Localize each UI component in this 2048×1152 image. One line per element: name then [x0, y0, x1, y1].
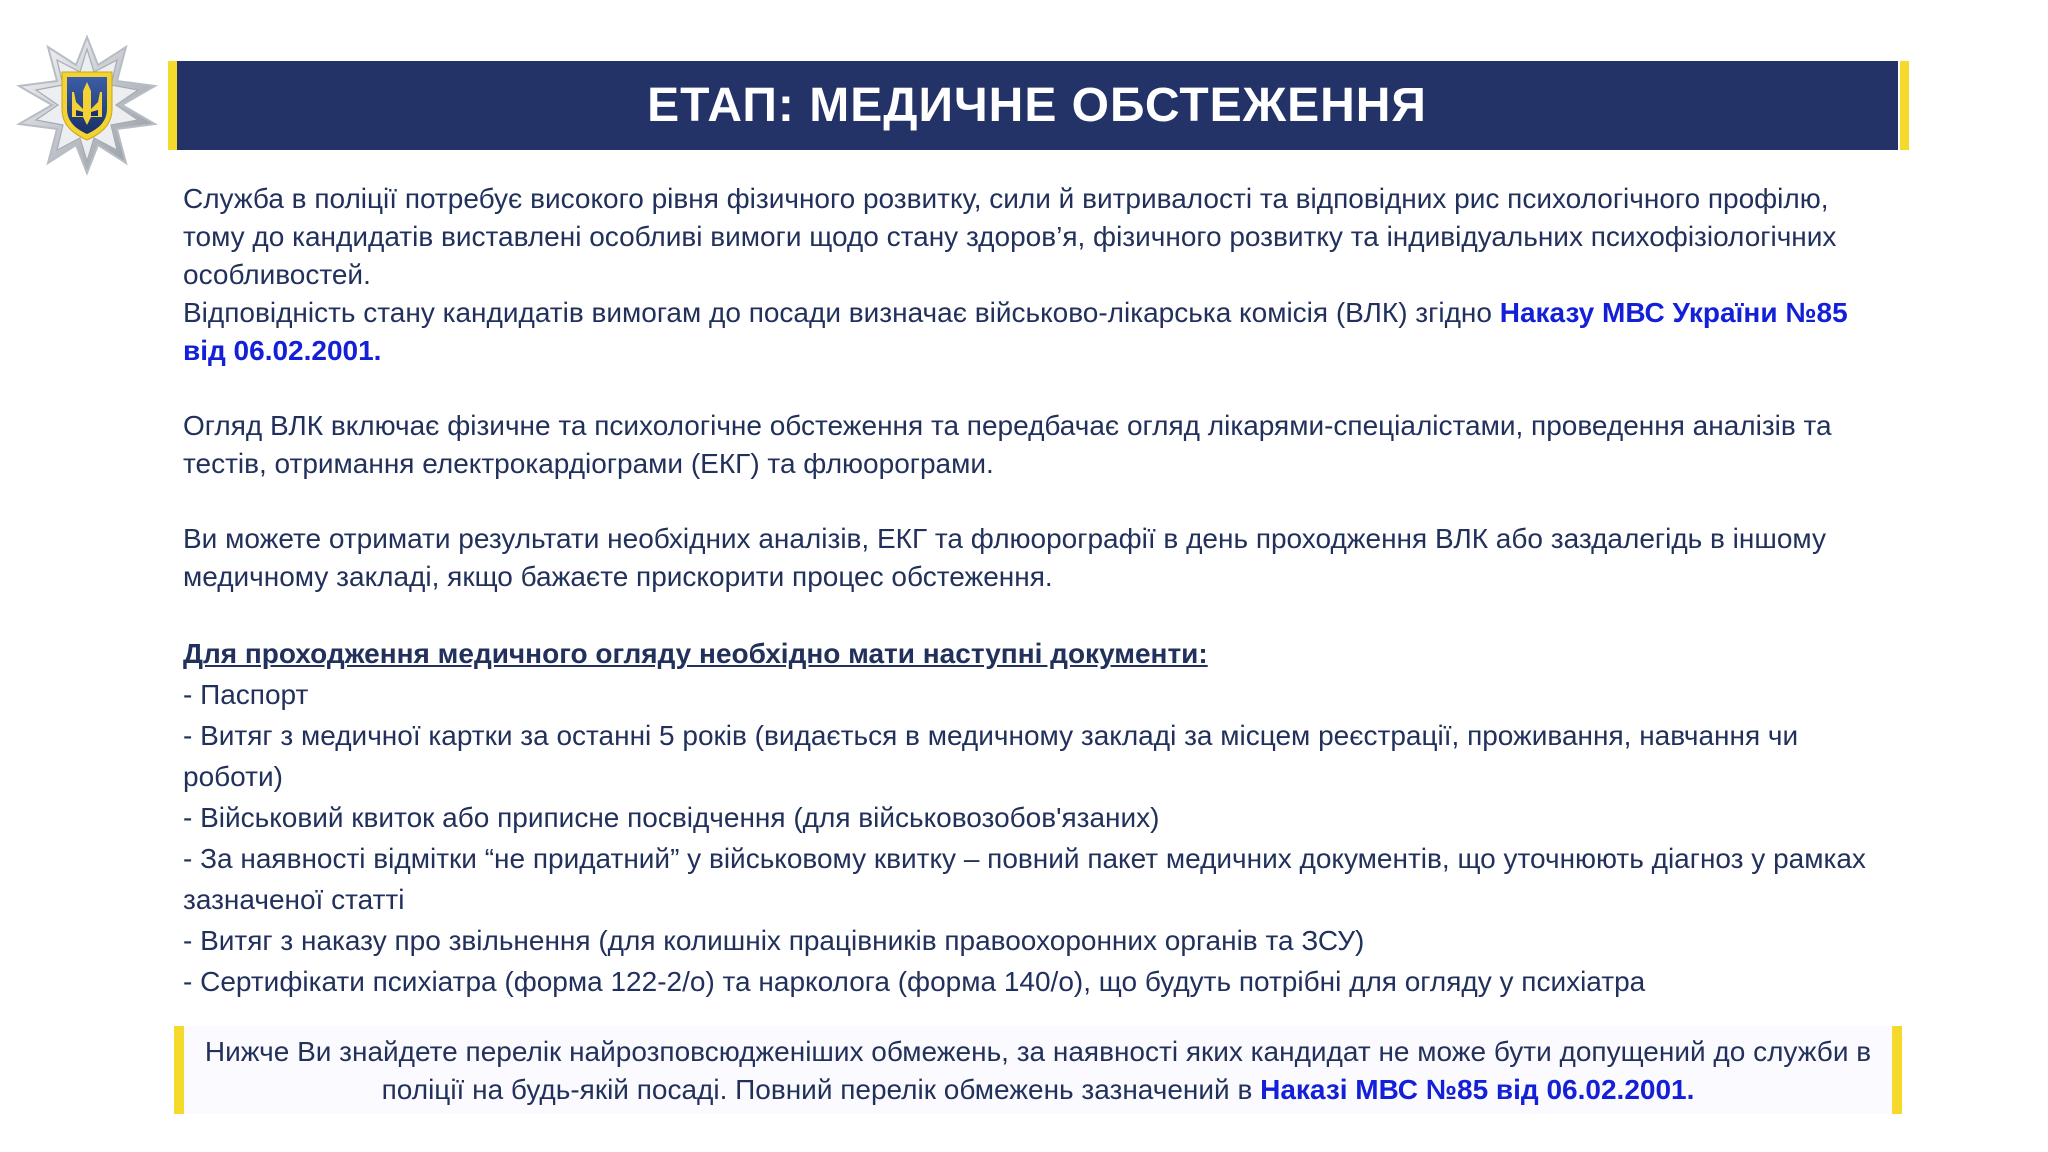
main-content: [183, 180, 1893, 1002]
paragraph-examination: Огляд ВЛК включає фізичне та психологічне обстеження та передбачає огляд лікарями-спеціалістами, проведення аналізів та тестів, отримання електрокардіограми (ЕКГ) та флюорограми.: [183, 410, 1832, 479]
page-title: ЕТАП: МЕДИЧНЕ ОБСТЕЖЕННЯ: [647, 79, 1427, 132]
document-list-item: - Витяг з медичної картки за останні 5 років (видається в медичному закладі за місцем реєстрації, проживання, навчання чи роботи): [183, 720, 1799, 792]
documents-heading: Для проходження медичного огляду необхідно мати наступні документи:: [183, 638, 1208, 669]
document-list-item: - За наявності відмітки “не придатний” у військовому квитку – повний пакет медичних документів, що уточнюють діагноз у рамках зазначеної статті: [183, 843, 1866, 915]
paragraph-results: Ви можете отримати результати необхідних аналізів, ЕКГ та флюорографії в день проходження ВЛК або заздалегідь в іншому медичному закладі, якщо бажаєте прискорити процес обстеження.: [183, 523, 1826, 592]
footer-order-link[interactable]: Наказі МВС №85 від 06.02.2001.: [1260, 1074, 1695, 1105]
footer-right-accent: [1892, 1026, 1902, 1114]
page-title-bar: [176, 61, 1898, 150]
police-star-emblem-icon: [16, 34, 158, 176]
document-list-item: - Витяг з наказу про звільнення (для колишніх працівників правоохоронних органів та ЗСУ): [183, 925, 1365, 956]
required-documents: [183, 633, 1893, 1002]
commission-text: Відповідність стану кандидатів вимогам до посади визначає військово-лікарська комісія (ВЛК) згідно: [183, 297, 1500, 328]
document-list-item: - Сертифікати психіатра (форма 122-2/о) та нарколога (форма 140/о), що будуть потрібні для огляду у психіатра: [183, 966, 1646, 997]
title-left-accent: [168, 61, 177, 150]
title-right-accent: [1900, 61, 1909, 150]
footer-callout: [174, 1026, 1902, 1114]
footer-left-accent: [174, 1026, 184, 1114]
footer-note-text: Нижче Ви знайдете перелік найрозповсюдженіших обмежень, за наявності яких кандидат не може бути допущений до служби в поліції на будь-якій посаді. Повний перелік обмежень зазначений в: [204, 1036, 1872, 1105]
paragraph-gap: [183, 483, 1893, 520]
order-reference-link[interactable]: Наказу МВС України №85 від 06.02.2001.: [183, 297, 1848, 366]
document-list-item: - Паспорт: [183, 679, 309, 710]
paragraph-requirements: Служба в поліції потребує високого рівня фізичного розвитку, сили й витривалості та відповідних рис психологічного профілю, тому до кандидатів виставлені особливі вимоги щодо стану здоров’я, фізичного розвитку та індивідуальних психофізіологічних особливостей.: [183, 183, 1837, 290]
paragraph-commission: [183, 294, 1893, 370]
paragraph-gap: [183, 370, 1893, 407]
footer-note: [194, 1033, 1882, 1109]
document-list-item: - Військовий квиток або приписне посвідчення (для військовозобов'язаних): [183, 802, 1160, 833]
